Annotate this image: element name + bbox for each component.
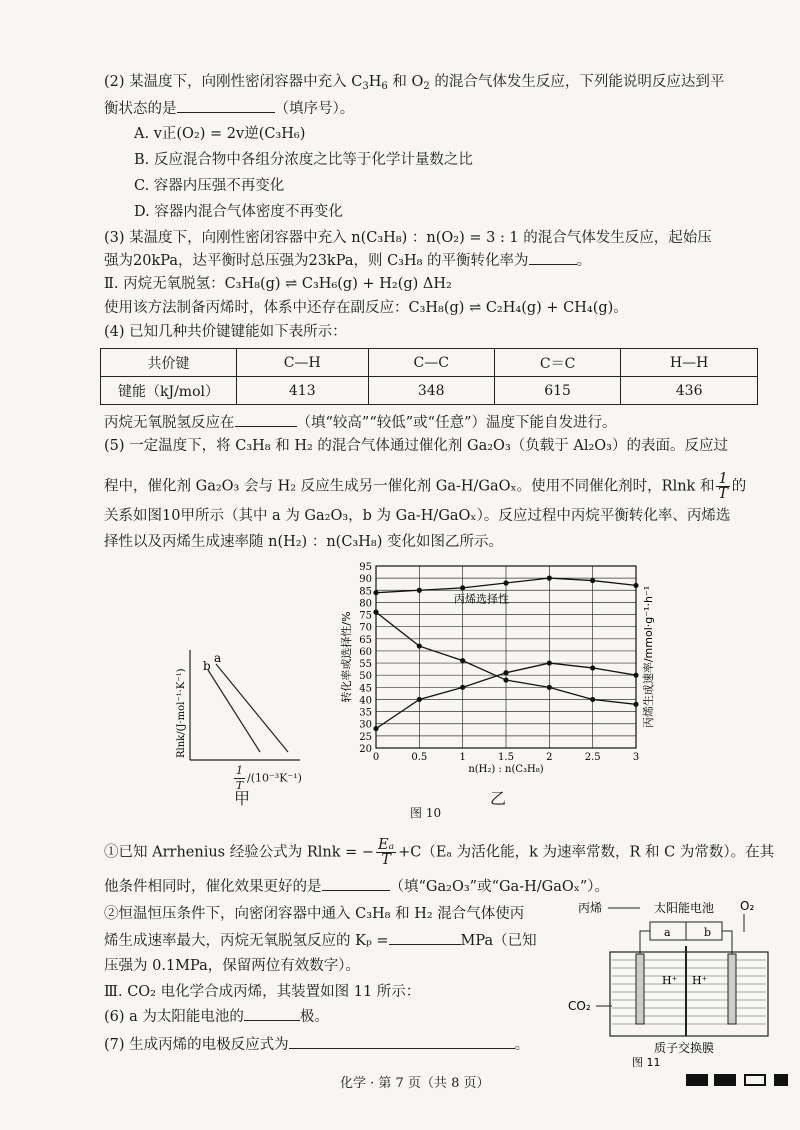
q5-2-line2-text: 烯生成速率最大，丙烷无氧脱氢反应的 Kₚ = <box>104 933 389 949</box>
chart-y-tick-label: 40 <box>359 695 372 707</box>
q7-line <box>104 1034 529 1055</box>
bond-value-cell: 615 <box>494 377 620 405</box>
footer-marker-2 <box>714 1074 736 1086</box>
h-plus-right: H⁺ <box>692 974 708 987</box>
chart-y-tick-label: 85 <box>359 586 372 598</box>
q5-2-answer-blank[interactable] <box>389 930 461 945</box>
q5-2-line2 <box>104 930 537 951</box>
chart-y-tick-label: 60 <box>359 646 372 658</box>
bond-header-cell: 共价键 <box>101 349 237 377</box>
chart-x-tick-label: 1.5 <box>498 752 514 763</box>
chart-y-tick-label: 55 <box>359 659 372 671</box>
q5-line2-text: 程中，催化剂 Ga₂O₃ 会与 H₂ 反应生成另一催化剂 Ga-H/GaOₓ。使用不同催化剂时，Rlnk 和 <box>104 478 715 495</box>
q5-1-answer-blank[interactable] <box>322 876 390 891</box>
q5-2-line3: 压强为 0.1MPa，保留两位有效数字）。 <box>104 958 361 974</box>
footer-marker-4 <box>774 1074 788 1086</box>
chart-y-tick-label: 65 <box>359 634 372 646</box>
bond-header-cell: C＝C <box>494 349 620 377</box>
figure-11-electrolyzer <box>566 898 782 1068</box>
q5-line2 <box>104 472 746 501</box>
q2-text-d: 的混合气体发生反应，下列能说明反应达到平 <box>429 74 725 90</box>
bond-table-row <box>101 377 758 405</box>
q3-line2 <box>104 250 591 271</box>
q6-answer-blank[interactable] <box>244 1006 300 1021</box>
chart-x-tick-label: 2.5 <box>584 752 601 763</box>
chart-data-point <box>633 673 638 678</box>
q6-tail: 极。 <box>299 1009 329 1025</box>
q7-answer-blank[interactable] <box>289 1034 515 1049</box>
q5-1-line2-tail: （填“Ga₂O₃”或“Ga-H/GaOₓ”）。 <box>389 879 610 895</box>
fig11-o2-label: O₂ <box>740 899 755 913</box>
chart-y-axis-label-right: 丙烯生成速率/mmol·g⁻¹·h⁻¹ <box>642 585 655 729</box>
fig11-solar-label: 太阳能电池 <box>654 901 715 915</box>
fig11-caption: 图 11 <box>632 1056 661 1068</box>
page-footer: 化学 · 第 7 页（共 8 页） <box>340 1076 490 1091</box>
chart-data-point <box>590 665 595 670</box>
q3-line2-tail: 。 <box>576 253 592 269</box>
chart-y-tick-label: 30 <box>359 719 372 731</box>
chart-data-point <box>373 610 378 615</box>
bond-table-header <box>101 349 758 377</box>
jia-x-num: 1 <box>236 764 243 777</box>
cell-tank <box>610 952 768 1036</box>
figure-jia <box>160 640 320 780</box>
electrolyte-hatching <box>612 960 766 1024</box>
q2-line2-text: 衡状态的是 <box>104 101 177 117</box>
jia-caption: 甲 <box>234 789 251 808</box>
chart-y-tick-label: 25 <box>359 731 372 743</box>
q6-line <box>104 1006 329 1027</box>
ea-numerator: Eₐ <box>378 837 395 853</box>
q2-option-c: C. 容器内压强不再变化 <box>134 178 285 194</box>
chart-y-tick-label: 35 <box>359 707 372 719</box>
chart-y-tick-label: 75 <box>359 610 372 622</box>
jia-x-den: T <box>235 779 244 792</box>
ea-over-t-fraction <box>376 838 396 867</box>
chart-data-point <box>417 588 422 593</box>
sec3-title: Ⅲ. CO₂ 电化学合成丙烯，其装置如图 11 所示： <box>104 984 421 1000</box>
chart-data-point <box>373 590 378 595</box>
q2-line1: (2) 某温度下，向刚性密闭容器中充入 $C_3H_6$ 和 $O_2$ 的混合气体发生反应，下列能说明反应达到平 <box>104 74 725 92</box>
chart-y-tick-label: 95 <box>359 562 372 573</box>
chart-y-tick-label: 70 <box>359 622 372 634</box>
chart-x-tick-label: 3 <box>632 752 640 763</box>
chart-data-point <box>417 643 422 648</box>
bond-value-cell: 348 <box>368 377 494 405</box>
q2-option-b: B. 反应混合物中各组分浓度之比等于化学计量数之比 <box>134 152 473 168</box>
chart-x-axis-label: n(H₂) : n(C₃H₈) <box>468 764 544 775</box>
q7-tail: 。 <box>514 1037 530 1053</box>
q5-1-line2 <box>104 876 609 897</box>
q5-line2-tail: 的 <box>731 478 747 495</box>
q6-text: (6) a 为太阳能电池的 <box>104 1009 244 1025</box>
q2-option-a-text: v正(O₂) = 2v逆(C₃H₆) <box>153 126 306 142</box>
q5-1-line1 <box>104 838 774 867</box>
q4-line1: (4) 已知几种共价键键能如下表所示： <box>104 324 347 340</box>
chart-data-point <box>547 660 552 665</box>
chart-y-tick-label: 45 <box>359 683 372 695</box>
bond-value-cell: 键能（kJ/mol） <box>101 377 237 405</box>
solar-b-label: b <box>704 926 712 939</box>
chart-data-point <box>460 658 465 663</box>
jia-label-a: a <box>214 651 222 665</box>
chart-annotation: 丙烯选择性 <box>454 592 509 606</box>
bond-value-cell: 413 <box>237 377 369 405</box>
q4-answer-blank[interactable] <box>235 412 297 427</box>
bond-header-cell: C—C <box>368 349 494 377</box>
fig11-membrane-label: 质子交换膜 <box>654 1041 715 1055</box>
q2-text-c: 和 O <box>387 74 424 90</box>
fig11-co2-label: CO₂ <box>568 999 591 1013</box>
q5-line1: (5) 一定温度下，将 C₃H₈ 和 H₂ 的混合气体通过催化剂 Ga₂O₃（负载于 Al₂O₃）的表面。反应过 <box>104 438 728 454</box>
figure-yi-chart <box>336 558 676 780</box>
ea-denominator: T <box>381 852 391 868</box>
h-plus-left: H⁺ <box>662 974 678 987</box>
chart-x-tick-label: 0 <box>372 752 380 763</box>
q5-line3: 关系如图10甲所示（其中 a 为 Ga₂O₃，b 为 Ga-H/GaOₓ）。反应过程中丙烷平衡转化率、丙烯选 <box>104 508 731 524</box>
chart-y-tick-label: 90 <box>359 574 372 586</box>
chart-data-point <box>460 585 465 590</box>
q5-1-line2-text: 他条件相同时，催化效果更好的是 <box>104 879 322 895</box>
bond-value-cell: 436 <box>621 377 758 405</box>
sec2-side-reaction: 使用该方法制备丙烯时，体系中还存在副反应：C₃H₈(g) ⇌ C₂H₄(g) + CH₄(g)。 <box>104 300 628 316</box>
chart-x-tick-label: 1 <box>459 752 466 763</box>
chart-data-point <box>547 685 552 690</box>
q2-text-a: (2) 某温度下，向刚性密闭容器中充入 C <box>104 74 363 90</box>
chart-y-tick-label: 80 <box>359 598 372 610</box>
chart-x-tick-label: 2 <box>546 752 553 763</box>
one-over-t-fraction <box>716 472 729 501</box>
chart-data-point <box>503 580 508 585</box>
chart-x-tick-label: 0.5 <box>411 752 428 763</box>
q4-line2 <box>104 412 616 433</box>
bond-header-cell: C—H <box>237 349 369 377</box>
chart-data-point <box>633 702 638 707</box>
bond-header-cell: H—H <box>621 349 758 377</box>
q3-line2-text: 强为20kPa，达平衡时总压强为23kPa，则 C₃H₈ 的平衡转化率为 <box>104 253 529 269</box>
jia-x-unit: /(10⁻³K⁻¹) <box>247 771 302 785</box>
q5-line4: 择性以及丙烯生成速率随 n(H₂) ：n(C₃H₈) 变化如图乙所示。 <box>104 534 503 550</box>
footer-marker-1 <box>686 1074 708 1086</box>
sec2-title: Ⅱ. 丙烷无氧脱氢：C₃H₈(g) ⇌ C₃H₆(g) + H₂(g) ΔH₂ <box>104 276 452 292</box>
fraction-denominator: T <box>718 486 728 502</box>
yi-caption: 乙 <box>490 789 507 808</box>
chart-data-point <box>503 670 508 675</box>
footer-marker-3 <box>744 1074 766 1086</box>
q5-2-line2-tail: MPa（已知 <box>460 933 537 949</box>
q4-line2-tail: （填“较高”“较低”或“任意”）温度下能自发进行。 <box>296 415 617 431</box>
fraction-numerator: 1 <box>718 471 728 487</box>
q5-1-text-b: +C（Eₐ 为活化能，k 为速率常数，R 和 C 为常数）。在其 <box>398 844 775 861</box>
fig10-caption: 图 10 <box>410 806 442 820</box>
q3-answer-blank[interactable] <box>529 250 577 265</box>
chart-data-point <box>590 697 595 702</box>
jia-y-label: Rlnk/(J·mol⁻¹·K⁻¹) <box>176 668 187 758</box>
q2-text-b: H <box>368 74 382 90</box>
chart-data-point <box>417 697 422 702</box>
q2-line2 <box>104 98 354 119</box>
chart-data-point <box>503 677 508 682</box>
q2-option-d: D. 容器内混合气体密度不再变化 <box>134 204 343 220</box>
cathode-plate <box>636 954 644 1024</box>
q2-line2-tail: （填序号）。 <box>274 101 355 117</box>
chart-y-tick-label: 50 <box>359 671 372 683</box>
jia-label-b: b <box>203 659 211 673</box>
chart-data-point <box>373 726 378 731</box>
chart-data-point <box>460 685 465 690</box>
q5-2-line1: ②恒温恒压条件下，向密闭容器中通入 C₃H₈ 和 H₂ 混合气体使丙 <box>104 906 525 922</box>
q2-option-a-prefix: A. <box>134 126 154 142</box>
q3-line1: (3) 某温度下，向刚性密闭容器中充入 n(C₃H₈) ：n(O₂) = 3 : 1 的混合气体发生反应，起始压 <box>104 230 712 246</box>
chart-data-point <box>590 578 595 583</box>
chart-y-tick-label: 20 <box>359 744 372 755</box>
solar-a-label: a <box>664 926 671 939</box>
q2-option-a <box>134 124 305 144</box>
chart-data-point <box>633 583 638 588</box>
q7-text: (7) 生成丙烯的电极反应式为 <box>104 1037 289 1053</box>
jia-line-b <box>208 670 260 752</box>
q5-1-text-a: ①已知 Arrhenius 经验公式为 Rlnk = − <box>104 844 375 861</box>
q2-answer-blank[interactable] <box>177 98 275 113</box>
fig11-propylene-label: 丙烯 <box>578 901 603 915</box>
chart-data-point <box>547 576 552 581</box>
bond-energy-table <box>100 348 758 405</box>
chart-y-axis-label-left: 转化率或选择性/% <box>340 611 353 703</box>
q4-line2-text: 丙烷无氧脱氢反应在 <box>104 415 235 431</box>
anode-plate <box>728 954 736 1024</box>
